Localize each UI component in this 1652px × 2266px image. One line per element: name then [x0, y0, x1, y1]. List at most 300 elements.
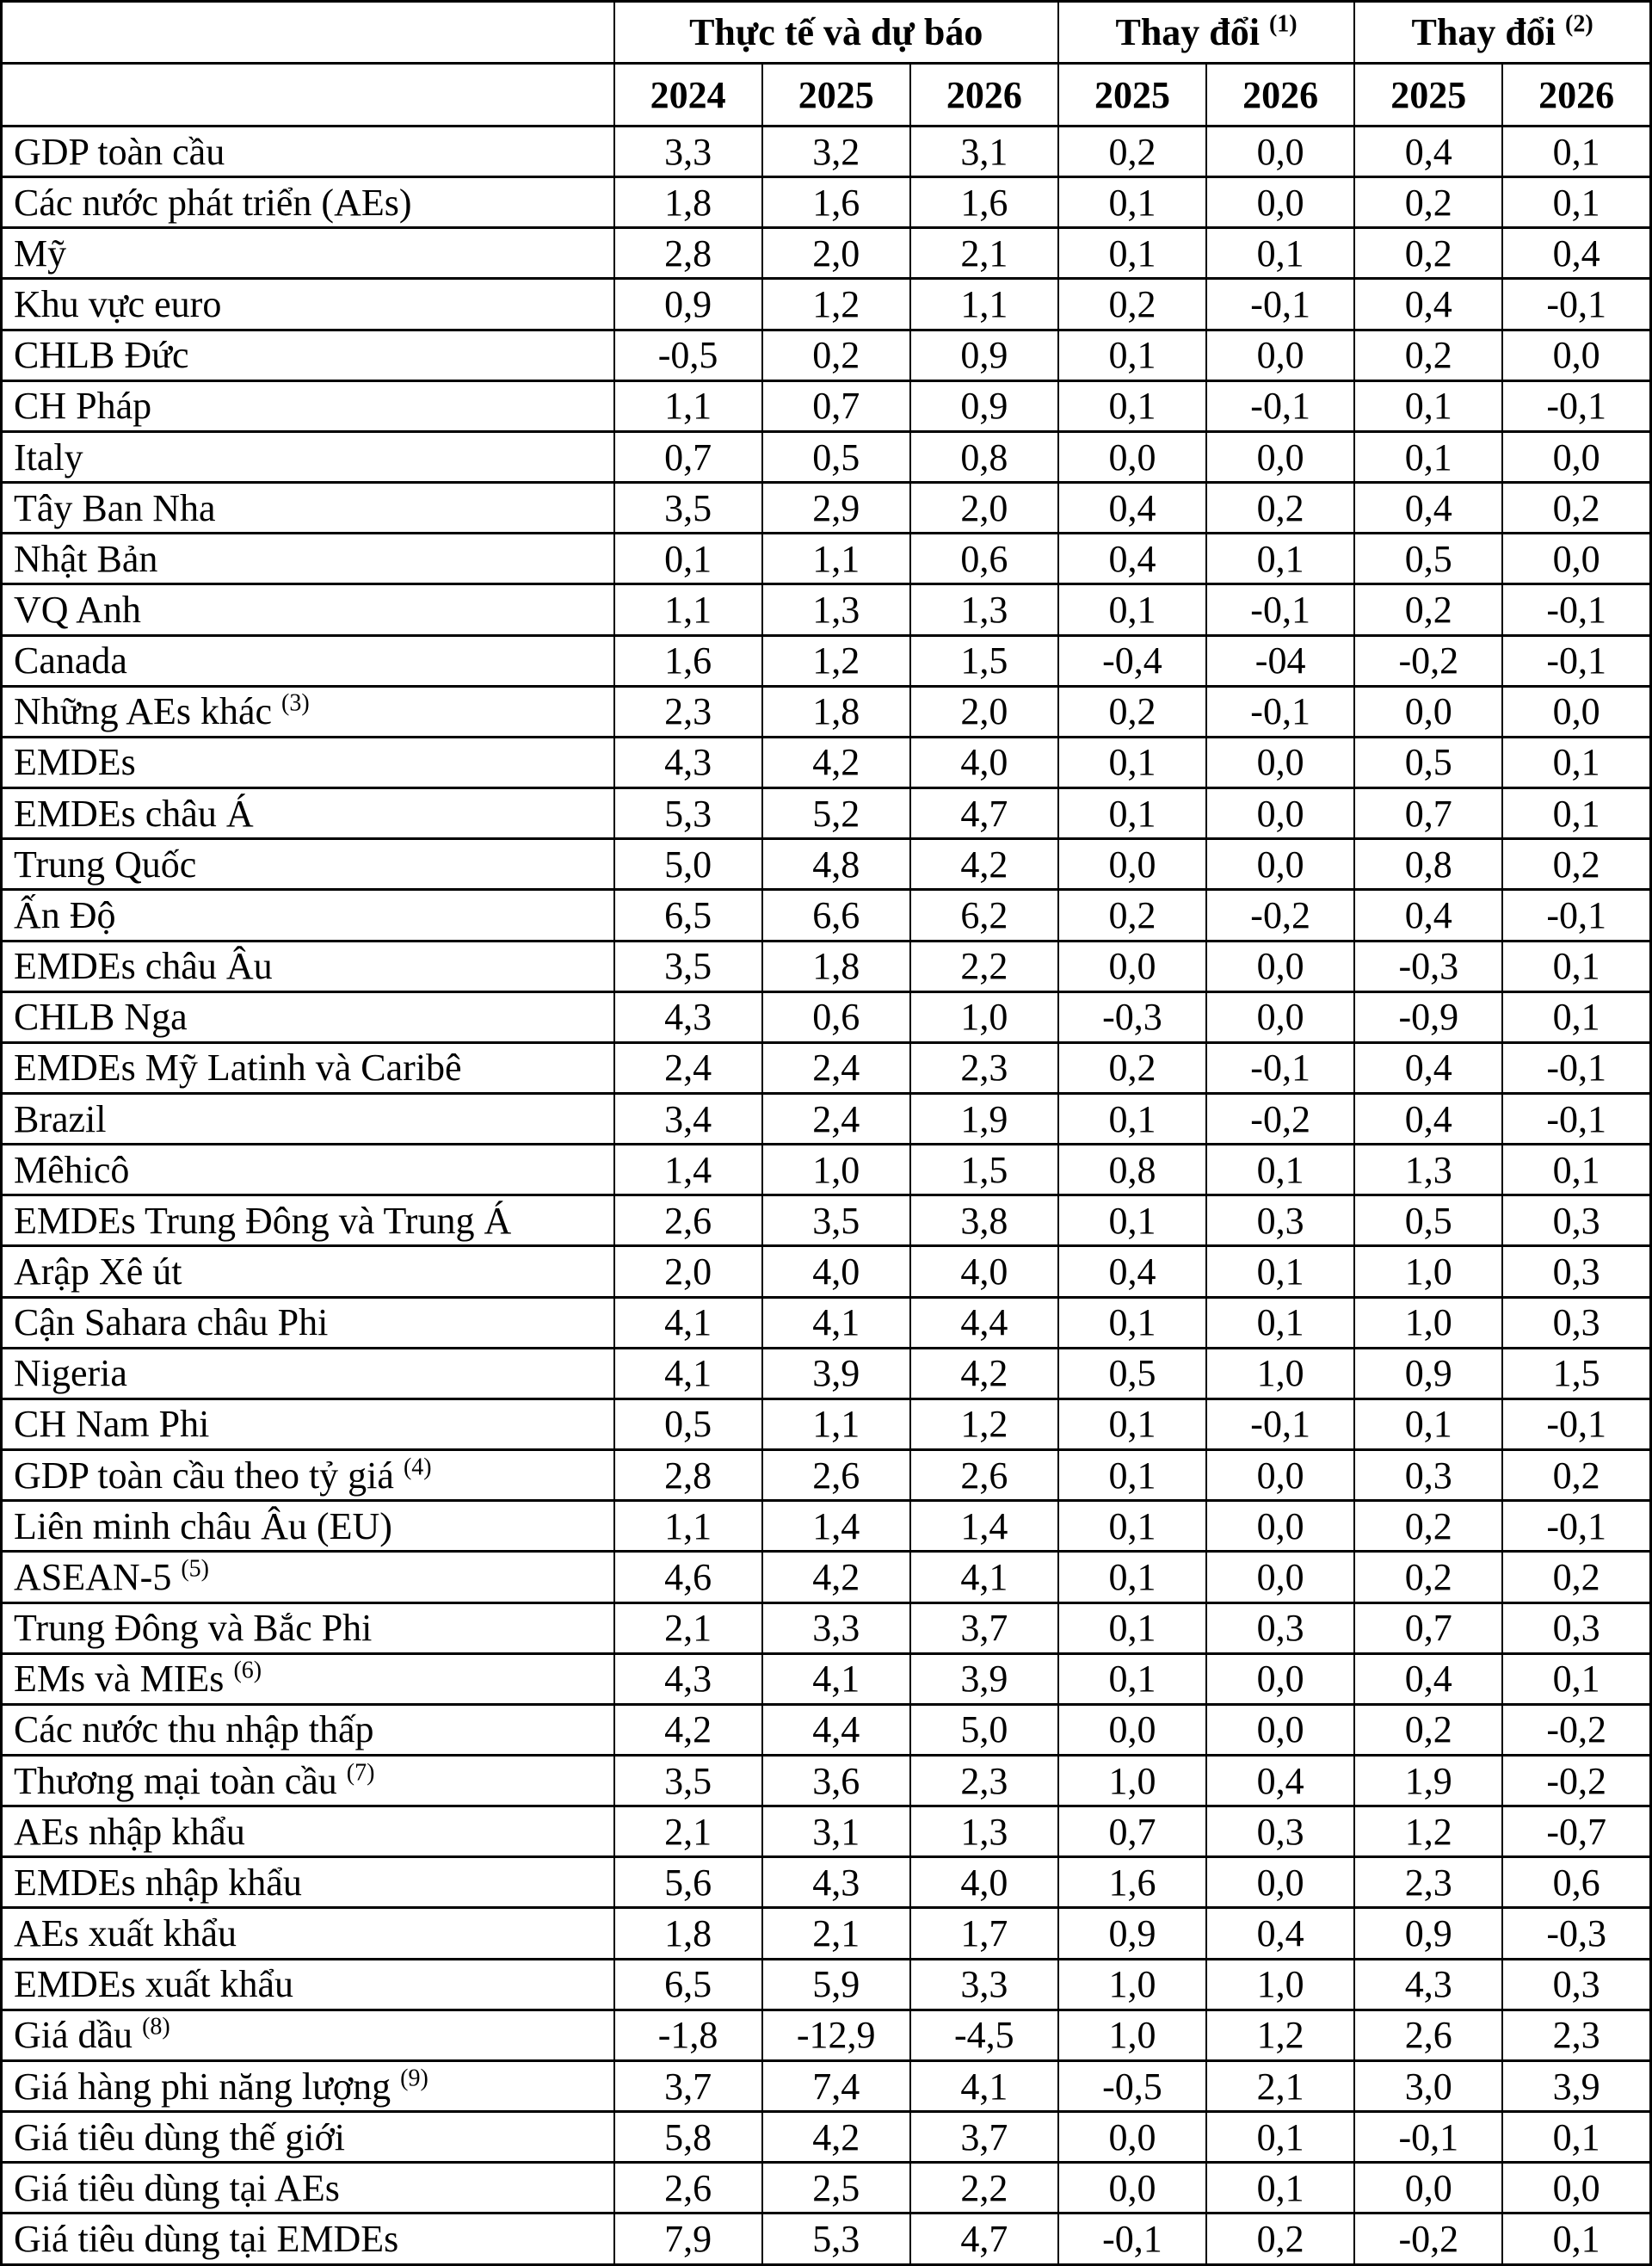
value-cell: 1,0 — [762, 1145, 910, 1195]
table-row — [2, 941, 1651, 991]
value-cell: 0,0 — [1058, 1704, 1206, 1755]
value-cell: 1,0 — [1058, 2010, 1206, 2060]
table-row — [2, 1195, 1651, 1246]
value-cell: 0,1 — [1058, 1195, 1206, 1246]
value-cell: 0,0 — [1058, 941, 1206, 991]
value-cell: 0,2 — [1502, 483, 1650, 534]
footnote-superscript: (6) — [233, 1657, 262, 1684]
value-cell: 3,3 — [614, 127, 762, 177]
value-cell: 0,0 — [1502, 686, 1650, 737]
footnote-superscript: (5) — [181, 1555, 209, 1583]
value-cell: 0,1 — [1502, 2112, 1650, 2163]
row-label-cell: Các nước thu nhập thấp — [2, 1704, 614, 1755]
value-cell: 0,9 — [1354, 1908, 1502, 1959]
value-cell: 0,1 — [1502, 991, 1650, 1042]
value-cell: 0,1 — [1206, 2163, 1354, 2214]
value-cell: 0,1 — [1206, 1145, 1354, 1195]
value-cell: 1,1 — [762, 534, 910, 584]
value-cell: 1,6 — [1058, 1857, 1206, 1908]
value-cell: 4,0 — [910, 737, 1058, 787]
value-cell: 4,3 — [614, 737, 762, 787]
value-cell: 2,8 — [614, 228, 762, 279]
table-row — [2, 2112, 1651, 2163]
value-cell: 0,4 — [1206, 1756, 1354, 1806]
value-cell: 0,2 — [1502, 1450, 1650, 1501]
value-cell: 3,5 — [762, 1195, 910, 1246]
value-cell: -0,1 — [1502, 1501, 1650, 1552]
value-cell: 0,0 — [1206, 127, 1354, 177]
value-cell: 0,9 — [614, 279, 762, 330]
row-label-cell: Giá hàng phi năng lượng $^{(9)}$ — [2, 2060, 614, 2111]
value-cell: 0,4 — [1354, 1093, 1502, 1144]
row-label-cell: Những AEs khác $^{(3)}$ — [2, 686, 614, 737]
value-cell: 4,3 — [614, 991, 762, 1042]
value-cell: -0,1 — [1206, 686, 1354, 737]
value-cell: 0,2 — [1502, 1552, 1650, 1602]
year-header-cell: 2026 — [1502, 64, 1650, 127]
row-label-cell: GDP toàn cầu — [2, 127, 614, 177]
value-cell: 0,3 — [1206, 1195, 1354, 1246]
value-cell: -0,9 — [1354, 991, 1502, 1042]
value-cell: 0,8 — [1354, 839, 1502, 890]
value-cell: 0,0 — [1058, 431, 1206, 482]
value-cell: 0,2 — [762, 330, 910, 380]
value-cell: 4,2 — [762, 737, 910, 787]
value-cell: -0,3 — [1058, 991, 1206, 1042]
value-cell: 2,4 — [762, 1093, 910, 1144]
value-cell: 3,7 — [910, 1602, 1058, 1653]
table-row — [2, 1602, 1651, 1653]
row-label-cell: EMDEs xuất khẩu — [2, 1959, 614, 2010]
table-row — [2, 1857, 1651, 1908]
value-cell: 0,1 — [1502, 1653, 1650, 1704]
value-cell: 2,3 — [1502, 2010, 1650, 2060]
value-cell: 0,5 — [614, 1398, 762, 1449]
value-cell: 2,6 — [762, 1450, 910, 1501]
value-cell: 1,1 — [614, 380, 762, 431]
value-cell: -0,1 — [1058, 2214, 1206, 2265]
table-row — [2, 1704, 1651, 1755]
value-cell: 3,4 — [614, 1093, 762, 1144]
value-cell: 0,4 — [1058, 1246, 1206, 1297]
value-cell: 2,0 — [910, 686, 1058, 737]
value-cell: -0,1 — [1502, 279, 1650, 330]
value-cell: -0,2 — [1206, 890, 1354, 941]
value-cell: 0,1 — [1058, 1450, 1206, 1501]
value-cell: -0,1 — [1502, 1042, 1650, 1093]
value-cell: 6,2 — [910, 890, 1058, 941]
value-cell: -0,1 — [1354, 2112, 1502, 2163]
row-label-cell: CH Pháp — [2, 380, 614, 431]
group-header-cell: Thay đổi $^{(2)}$ — [1354, 2, 1650, 64]
value-cell: 4,8 — [762, 839, 910, 890]
value-cell: 2,8 — [614, 1450, 762, 1501]
value-cell: 4,2 — [762, 1552, 910, 1602]
group-header-row — [2, 2, 1651, 64]
value-cell: 1,1 — [614, 1501, 762, 1552]
value-cell: -0,1 — [1206, 380, 1354, 431]
value-cell: -0,1 — [1206, 1398, 1354, 1449]
table-row — [2, 584, 1651, 635]
table-row — [2, 534, 1651, 584]
value-cell: 1,0 — [1354, 1297, 1502, 1348]
value-cell: 4,2 — [762, 2112, 910, 2163]
corner-cell — [2, 64, 614, 127]
value-cell: 2,4 — [614, 1042, 762, 1093]
table-row — [2, 1042, 1651, 1093]
value-cell: 0,4 — [1354, 127, 1502, 177]
value-cell: -0,3 — [1354, 941, 1502, 991]
footnote-superscript: (4) — [403, 1453, 432, 1480]
value-cell: 0,0 — [1502, 330, 1650, 380]
value-cell: -04 — [1206, 635, 1354, 686]
value-cell: 0,2 — [1206, 483, 1354, 534]
table-row — [2, 1806, 1651, 1857]
year-header-cell: 2025 — [762, 64, 910, 127]
value-cell: 1,4 — [614, 1145, 762, 1195]
value-cell: 4,2 — [910, 1348, 1058, 1398]
value-cell: 0,5 — [1058, 1348, 1206, 1398]
value-cell: 2,0 — [614, 1246, 762, 1297]
value-cell: 2,1 — [614, 1602, 762, 1653]
value-cell: 0,0 — [1354, 686, 1502, 737]
value-cell: 0,1 — [1206, 2112, 1354, 2163]
value-cell: 5,3 — [614, 788, 762, 839]
value-cell: 0,0 — [1206, 839, 1354, 890]
value-cell: 2,5 — [762, 2163, 910, 2214]
table-row — [2, 890, 1651, 941]
table-row — [2, 737, 1651, 787]
footnote-superscript: (2) — [1565, 10, 1593, 38]
value-cell: 0,1 — [1354, 431, 1502, 482]
value-cell: 0,1 — [1058, 788, 1206, 839]
row-label-cell: AEs nhập khẩu — [2, 1806, 614, 1857]
row-label-cell: Mỹ — [2, 228, 614, 279]
table-row — [2, 1348, 1651, 1398]
value-cell: 5,9 — [762, 1959, 910, 2010]
value-cell: 0,1 — [1502, 127, 1650, 177]
value-cell: 0,7 — [1058, 1806, 1206, 1857]
value-cell: 0,7 — [1354, 788, 1502, 839]
row-label-cell: EMDEs châu Âu — [2, 941, 614, 991]
value-cell: 0,4 — [1354, 1042, 1502, 1093]
footnote-superscript: (9) — [400, 2064, 428, 2091]
row-label-cell: Thương mại toàn cầu $^{(7)}$ — [2, 1756, 614, 1806]
row-label-cell: Tây Ban Nha — [2, 483, 614, 534]
row-label-cell: ASEAN-5 $^{(5)}$ — [2, 1552, 614, 1602]
table-row — [2, 1908, 1651, 1959]
value-cell: 2,3 — [910, 1042, 1058, 1093]
value-cell: 0,1 — [1502, 1145, 1650, 1195]
value-cell: 1,0 — [1058, 1959, 1206, 2010]
table-row — [2, 483, 1651, 534]
group-header-cell: Thay đổi $^{(1)}$ — [1058, 2, 1354, 64]
value-cell: 4,0 — [762, 1246, 910, 1297]
value-cell: 0,0 — [1206, 431, 1354, 482]
row-label-cell: Liên minh châu Âu (EU) — [2, 1501, 614, 1552]
value-cell: 0,5 — [762, 431, 910, 482]
value-cell: 5,2 — [762, 788, 910, 839]
value-cell: 0,8 — [1058, 1145, 1206, 1195]
value-cell: 3,8 — [910, 1195, 1058, 1246]
row-label-cell: AEs xuất khẩu — [2, 1908, 614, 1959]
table-row — [2, 330, 1651, 380]
value-cell: 0,1 — [1206, 1297, 1354, 1348]
value-cell: 0,0 — [1206, 991, 1354, 1042]
table-row — [2, 839, 1651, 890]
value-cell: 2,6 — [1354, 2010, 1502, 2060]
value-cell: 0,0 — [1206, 1501, 1354, 1552]
value-cell: 4,4 — [910, 1297, 1058, 1348]
table-row — [2, 635, 1651, 686]
value-cell: 2,1 — [614, 1806, 762, 1857]
value-cell: 0,4 — [1354, 483, 1502, 534]
value-cell: 4,0 — [910, 1246, 1058, 1297]
table-row — [2, 2060, 1651, 2111]
value-cell: 2,9 — [762, 483, 910, 534]
value-cell: 0,7 — [762, 380, 910, 431]
row-label-cell: VQ Anh — [2, 584, 614, 635]
table-row — [2, 686, 1651, 737]
value-cell: 0,0 — [1206, 941, 1354, 991]
row-label-cell: EMDEs — [2, 737, 614, 787]
value-cell: -4,5 — [910, 2010, 1058, 2060]
row-label-cell: Brazil — [2, 1093, 614, 1144]
value-cell: 1,0 — [1206, 1348, 1354, 1398]
value-cell: 1,5 — [1502, 1348, 1650, 1398]
value-cell: 0,0 — [1502, 2163, 1650, 2214]
value-cell: 0,3 — [1502, 1297, 1650, 1348]
value-cell: 7,4 — [762, 2060, 910, 2111]
value-cell: 0,0 — [1206, 177, 1354, 228]
value-cell: 0,0 — [1206, 1450, 1354, 1501]
value-cell: 0,1 — [1058, 1398, 1206, 1449]
value-cell: 3,2 — [762, 127, 910, 177]
year-header-row — [2, 64, 1651, 127]
row-label-cell: Ấn Độ — [2, 890, 614, 941]
footnote-superscript: (1) — [1268, 10, 1298, 38]
value-cell: 0,9 — [1354, 1348, 1502, 1398]
value-cell: 0,8 — [910, 431, 1058, 482]
value-cell: 4,3 — [614, 1653, 762, 1704]
value-cell: 0,1 — [1058, 1552, 1206, 1602]
row-label-cell: Giá tiêu dùng tại AEs — [2, 2163, 614, 2214]
group-header-cell: Thực tế và dự báo — [614, 2, 1058, 64]
value-cell: 0,3 — [1502, 1246, 1650, 1297]
value-cell: 1,4 — [762, 1501, 910, 1552]
value-cell: 0,5 — [1354, 534, 1502, 584]
value-cell: 3,7 — [614, 2060, 762, 2111]
table-row — [2, 1959, 1651, 2010]
value-cell: 1,3 — [910, 584, 1058, 635]
value-cell: 1,5 — [910, 635, 1058, 686]
value-cell: -0,1 — [1502, 1093, 1650, 1144]
value-cell: -0,1 — [1206, 279, 1354, 330]
value-cell: 3,5 — [614, 1756, 762, 1806]
footnote-superscript: (7) — [346, 1758, 375, 1786]
value-cell: -0,5 — [1058, 2060, 1206, 2111]
value-cell: 0,0 — [1502, 534, 1650, 584]
value-cell: 0,1 — [1502, 2214, 1650, 2265]
table-row — [2, 380, 1651, 431]
value-cell: 0,1 — [1058, 228, 1206, 279]
value-cell: 4,1 — [910, 2060, 1058, 2111]
value-cell: 4,4 — [762, 1704, 910, 1755]
value-cell: 0,1 — [1058, 584, 1206, 635]
value-cell: -0,2 — [1206, 1093, 1354, 1144]
value-cell: 4,1 — [614, 1297, 762, 1348]
value-cell: 0,2 — [1354, 584, 1502, 635]
value-cell: 1,5 — [910, 1145, 1058, 1195]
value-cell: 6,6 — [762, 890, 910, 941]
value-cell: -0,1 — [1502, 380, 1650, 431]
table-row — [2, 1450, 1651, 1501]
row-label-cell: Nigeria — [2, 1348, 614, 1398]
value-cell: 1,6 — [910, 177, 1058, 228]
value-cell: 2,0 — [910, 483, 1058, 534]
value-cell: 0,3 — [1502, 1602, 1650, 1653]
value-cell: 0,1 — [614, 534, 762, 584]
value-cell: 0,3 — [1206, 1602, 1354, 1653]
value-cell: 4,2 — [910, 839, 1058, 890]
value-cell: 0,4 — [1206, 1908, 1354, 1959]
value-cell: 0,1 — [1058, 330, 1206, 380]
value-cell: 2,2 — [910, 941, 1058, 991]
value-cell: 0,1 — [1058, 1093, 1206, 1144]
table-row — [2, 1297, 1651, 1348]
value-cell: 4,3 — [1354, 1959, 1502, 2010]
value-cell: -0,3 — [1502, 1908, 1650, 1959]
value-cell: 0,1 — [1058, 380, 1206, 431]
row-label-cell: Các nước phát triển (AEs) — [2, 177, 614, 228]
value-cell: 0,0 — [1206, 737, 1354, 787]
footnote-superscript: (3) — [281, 689, 310, 717]
value-cell: 0,1 — [1058, 737, 1206, 787]
row-label-cell: Italy — [2, 431, 614, 482]
value-cell: 0,1 — [1354, 380, 1502, 431]
value-cell: -12,9 — [762, 2010, 910, 2060]
value-cell: 2,6 — [614, 2163, 762, 2214]
value-cell: 0,1 — [1058, 1602, 1206, 1653]
value-cell: 0,0 — [1206, 1552, 1354, 1602]
value-cell: 3,5 — [614, 483, 762, 534]
footnote-superscript: (8) — [142, 2013, 170, 2041]
row-label-cell: EMDEs Mỹ Latinh và Caribê — [2, 1042, 614, 1093]
value-cell: 0,0 — [1058, 2112, 1206, 2163]
value-cell: 3,3 — [762, 1602, 910, 1653]
value-cell: 1,9 — [910, 1093, 1058, 1144]
value-cell: 0,1 — [1502, 737, 1650, 787]
value-cell: 1,2 — [1206, 2010, 1354, 2060]
value-cell: 1,0 — [910, 991, 1058, 1042]
value-cell: 0,1 — [1206, 1246, 1354, 1297]
value-cell: 0,4 — [1354, 890, 1502, 941]
value-cell: 2,4 — [762, 1042, 910, 1093]
value-cell: 0,1 — [1058, 177, 1206, 228]
value-cell: 5,8 — [614, 2112, 762, 2163]
value-cell: 2,3 — [910, 1756, 1058, 1806]
value-cell: 6,5 — [614, 1959, 762, 2010]
value-cell: 1,6 — [762, 177, 910, 228]
value-cell: 0,1 — [1502, 788, 1650, 839]
value-cell: 0,5 — [1354, 1195, 1502, 1246]
value-cell: 4,1 — [762, 1653, 910, 1704]
table-header — [2, 2, 1651, 127]
value-cell: -0,4 — [1058, 635, 1206, 686]
value-cell: 0,0 — [1206, 788, 1354, 839]
value-cell: 3,9 — [1502, 2060, 1650, 2111]
value-cell: 2,1 — [762, 1908, 910, 1959]
value-cell: 3,6 — [762, 1756, 910, 1806]
value-cell: 0,7 — [1354, 1602, 1502, 1653]
value-cell: 1,1 — [762, 1398, 910, 1449]
value-cell: 2,3 — [614, 686, 762, 737]
value-cell: 0,0 — [1502, 431, 1650, 482]
value-cell: 1,2 — [1354, 1806, 1502, 1857]
value-cell: -0,1 — [1502, 1398, 1650, 1449]
row-label-cell: Trung Đông và Bắc Phi — [2, 1602, 614, 1653]
value-cell: 4,1 — [762, 1297, 910, 1348]
value-cell: 0,1 — [1502, 941, 1650, 991]
table-row — [2, 2214, 1651, 2265]
value-cell: 0,0 — [1058, 839, 1206, 890]
row-label-cell: Nhật Bản — [2, 534, 614, 584]
value-cell: 2,1 — [1206, 2060, 1354, 2111]
value-cell: 0,3 — [1206, 1806, 1354, 1857]
value-cell: 3,1 — [910, 127, 1058, 177]
row-label-cell: EMDEs nhập khẩu — [2, 1857, 614, 1908]
table-row — [2, 431, 1651, 482]
table-row — [2, 1756, 1651, 1806]
value-cell: 1,0 — [1058, 1756, 1206, 1806]
value-cell: 0,6 — [762, 991, 910, 1042]
value-cell: 0,2 — [1058, 686, 1206, 737]
table-body — [2, 127, 1651, 2265]
value-cell: 2,3 — [1354, 1857, 1502, 1908]
value-cell: 0,2 — [1206, 2214, 1354, 2265]
value-cell: -0,1 — [1502, 635, 1650, 686]
value-cell: 1,3 — [762, 584, 910, 635]
value-cell: 0,1 — [1206, 534, 1354, 584]
table-row — [2, 2163, 1651, 2214]
value-cell: 3,9 — [910, 1653, 1058, 1704]
value-cell: 0,4 — [1354, 1653, 1502, 1704]
table-row — [2, 1145, 1651, 1195]
value-cell: 1,6 — [614, 635, 762, 686]
row-label-cell: Giá tiêu dùng tại EMDEs — [2, 2214, 614, 2265]
value-cell: 1,0 — [1206, 1959, 1354, 2010]
value-cell: -0,1 — [1206, 1042, 1354, 1093]
value-cell: 0,0 — [1206, 330, 1354, 380]
year-header-cell: 2026 — [910, 64, 1058, 127]
value-cell: 1,9 — [1354, 1756, 1502, 1806]
value-cell: 1,8 — [614, 1908, 762, 1959]
table-row — [2, 228, 1651, 279]
table-row — [2, 788, 1651, 839]
row-label-cell: CHLB Nga — [2, 991, 614, 1042]
value-cell: 1,1 — [614, 584, 762, 635]
value-cell: 5,0 — [910, 1704, 1058, 1755]
value-cell: 4,6 — [614, 1552, 762, 1602]
row-label-cell: Trung Quốc — [2, 839, 614, 890]
value-cell: 1,1 — [910, 279, 1058, 330]
table-row — [2, 177, 1651, 228]
value-cell: 1,4 — [910, 1501, 1058, 1552]
value-cell: 0,0 — [1206, 1704, 1354, 1755]
value-cell: 0,9 — [910, 330, 1058, 380]
value-cell: 7,9 — [614, 2214, 762, 2265]
value-cell: 3,7 — [910, 2112, 1058, 2163]
